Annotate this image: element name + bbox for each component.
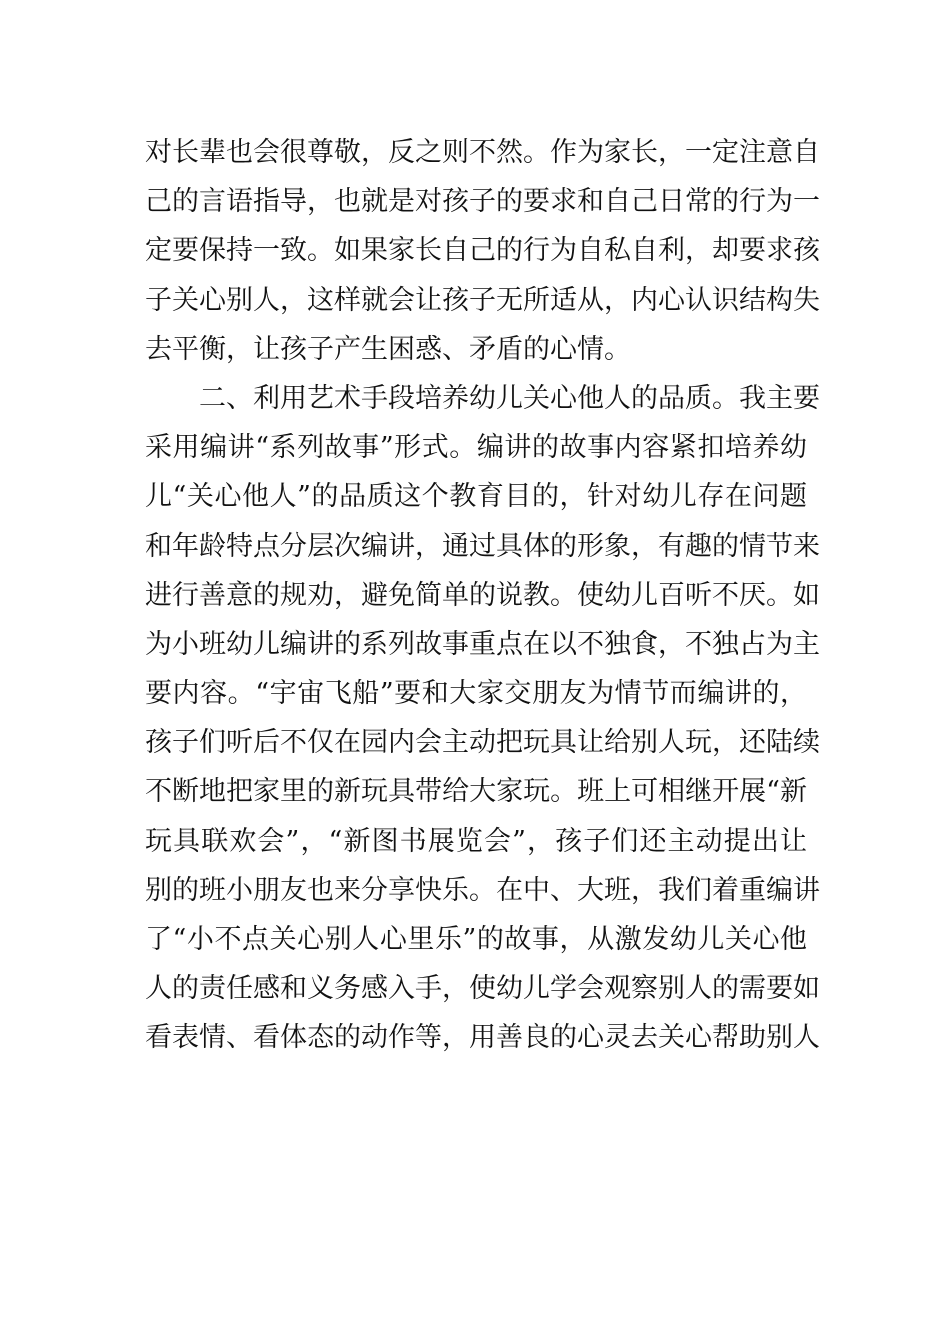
text-line: 不断地把家里的新玩具带给大家玩。班上可相继开展“新: [145, 776, 807, 808]
text-line: 别的班小朋友也来分享快乐。在中、大班，我们着重编讲: [145, 874, 820, 906]
text-line: 了“小不点关心别人心里乐”的故事，从激发幼儿关心他: [145, 924, 807, 955]
text-line: 对长辈也会很尊敬，反之则不然。作为家长，一定注意自: [145, 137, 820, 168]
text-line: 定要保持一致。如果家长自己的行为自私自利，却要求孩: [145, 235, 820, 267]
text-line: 玩具联欢会”，“新图书展览会”，孩子们还主动提出让: [145, 825, 807, 857]
text-line: 去平衡，让孩子产生困惑、矛盾的心情。: [145, 333, 631, 365]
text-line: 人的责任感和义务感入手，使幼儿学会观察别人的需要如: [145, 973, 820, 1005]
text-line: 二、利用艺术手段培养幼儿关心他人的品质。我主要: [199, 382, 820, 414]
text-line: 为小班幼儿编讲的系列故事重点在以不独食，不独占为主: [145, 628, 820, 660]
text-line: 子关心别人，这样就会让孩子无所适从，内心认识结构失: [145, 284, 820, 316]
paragraph: [145, 128, 820, 374]
text-line: 进行善意的规劝，避免简单的说教。使幼儿百听不厌。如: [145, 579, 820, 611]
paragraph: [145, 374, 820, 1063]
text-line: 孩子们听后不仅在园内会主动把玩具让给别人玩，还陆续: [145, 727, 820, 759]
text-line: 采用编讲“系列故事”形式。编讲的故事内容紧扣培养幼: [145, 432, 807, 464]
text-line: 看表情、看体态的动作等，用善良的心灵去关心帮助别人: [145, 1022, 820, 1054]
text-line: 己的言语指导，也就是对孩子的要求和自己日常的行为一: [145, 186, 820, 218]
text-line: 和年龄特点分层次编讲，通过具体的形象，有趣的情节来: [145, 530, 820, 562]
text-line: 要内容。“宇宙飞船”要和大家交朋友为情节而编讲的，: [145, 678, 807, 710]
body-text: [145, 128, 820, 1063]
text-line: 儿“关心他人”的品质这个教育目的，针对幼儿存在问题: [145, 481, 807, 513]
